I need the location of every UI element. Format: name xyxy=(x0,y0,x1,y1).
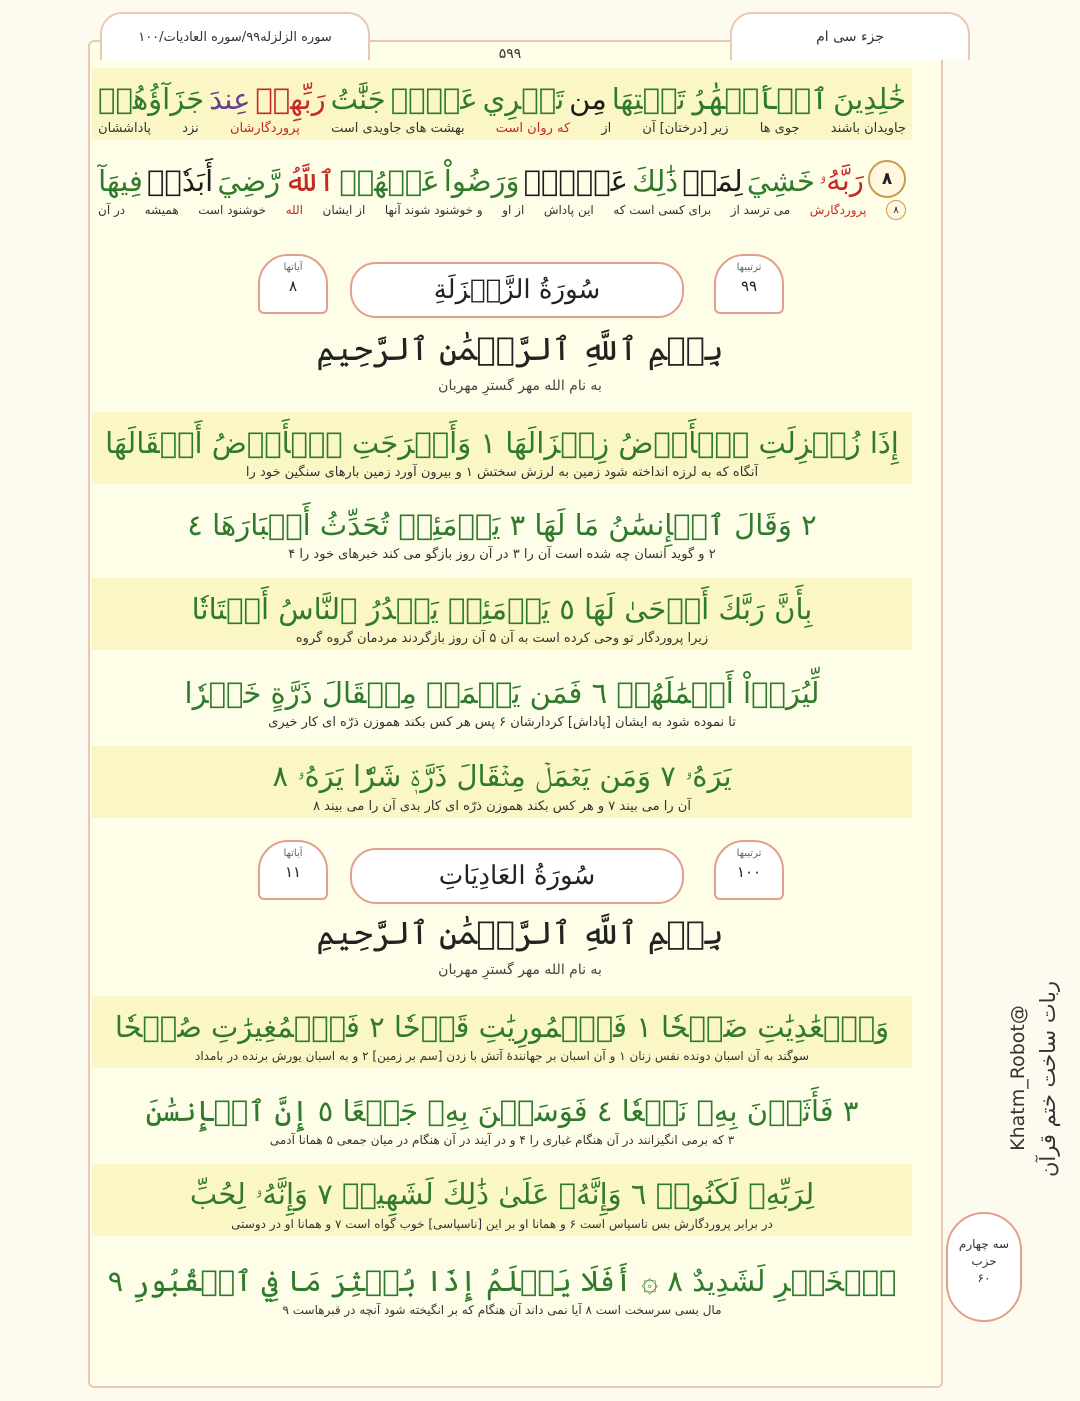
translation-line xyxy=(92,116,912,140)
verses-count: ۸ xyxy=(288,277,298,295)
verse-row-10 xyxy=(92,1164,912,1236)
translation-line: سوگند به آن اسبان دونده نفس زنان ۱ و آن اسبان بر جهانندهٔ آتش با زدن [سم بر زمین] ۲ و به اسبان یورش برنده در بامداد xyxy=(195,1049,810,1063)
word: جَنَّٰتُ xyxy=(330,82,386,116)
surah-title-box xyxy=(110,838,920,912)
verse-row-2 xyxy=(92,150,912,222)
verse-row-5 xyxy=(92,578,912,650)
watermark-line-1: ربات ساخت ختم قرآن xyxy=(1036,981,1060,1177)
translation-line xyxy=(92,198,912,222)
word: خَشِيَ xyxy=(746,164,815,198)
arabic-line: لِرَبِّهِۦ لَكَنُودٞ ٦ وَإِنَّهُۥ عَلَىٰ ذَٰلِكَ لَشَهِيدٞ ٧ وَإِنَّهُۥ لِحُبِّ xyxy=(189,1177,815,1211)
verse-row-11 xyxy=(92,1250,912,1322)
arabic-line: إِذَا زُلۡزِلَتِ ٱلۡأَرۡضُ زِلۡزَالَهَا ١ وَأَخۡرَجَتِ ٱلۡأَرۡضُ أَثۡقَالَهَا xyxy=(105,426,899,460)
surah-title: سُورَةُ الزَّلۡزَلَةِ xyxy=(350,262,684,318)
translation-line: آن را می بیند ۷ و هر کس بکند هموزن ذرّه ای کار بدی آن را می بیند ۸ xyxy=(313,798,691,814)
tr-word: این پاداش xyxy=(543,203,594,217)
word: جَزَآؤُهُمۡ xyxy=(98,82,205,116)
translation-line: مال بسی سرسخت است ۸ آیا نمی داند آن هنگام که بر انگیخته شود آنچه در قبرهاست ۹ xyxy=(282,1303,722,1317)
tr-word: که روان است xyxy=(495,120,571,136)
surah-header: سوره الزلزله۹۹/سوره العادیات/۱۰۰ xyxy=(100,12,370,60)
surah-title: سُورَةُ العَادِيَاتِ xyxy=(350,848,684,904)
arabic-line: لِّيُرَوۡاْ أَعۡمَٰلَهُمۡ ٦ فَمَن يَعۡمَلۡ مِثۡقَالَ ذَرَّةٍ خَيۡرٗا xyxy=(184,676,820,710)
word: مِن xyxy=(569,82,607,116)
verses-label: آیاتها xyxy=(283,262,303,273)
word: رَبَّهُۥ xyxy=(819,163,864,197)
tr-word: در آن xyxy=(98,203,126,217)
surah-title-box xyxy=(110,252,920,326)
arabic-line xyxy=(92,150,912,198)
word: عَنۡهُمۡ xyxy=(339,164,440,198)
watermark xyxy=(1007,965,1078,1215)
verse-row-7 xyxy=(92,746,912,818)
verse-row-6 xyxy=(92,662,912,734)
arabic-line xyxy=(92,68,912,116)
tr-word: پروردگارش xyxy=(809,203,867,217)
verses-count-box xyxy=(258,840,328,900)
order-box xyxy=(714,840,784,900)
page-number: ۵۹۹ xyxy=(498,46,522,62)
arabic-line: ٣ فَأَثَرۡنَ بِهِۦ نَقۡعٗا ٤ فَوَسَطۡنَ بِهِۦ جَمۡعًا ٥ إِنَّ ٱلۡإِنسَٰنَ xyxy=(145,1094,859,1128)
verse-row-3 xyxy=(92,412,912,484)
bismillah: بِسۡمِ ٱللَّهِ ٱلرَّحۡمَٰنِ ٱلرَّحِيمِ xyxy=(316,330,724,368)
word: خَٰلِدِينَ xyxy=(833,82,906,116)
order-label: ترتیبها xyxy=(736,848,762,859)
translation-line: تا نموده شود به ایشان [پاداش] کردارشان ۶ پس هر کس بکند هموزن ذرّه ای کار خیری xyxy=(268,714,736,730)
tr-word: پاداششان xyxy=(98,120,152,136)
tr-word: زیر [درختان] آن xyxy=(642,120,729,136)
tr-word: جاویدان باشند xyxy=(830,120,906,136)
word: عَدۡنٖ xyxy=(390,82,478,116)
order-number: ۱۰۰ xyxy=(736,863,762,881)
order-label: ترتیبها xyxy=(736,262,762,273)
translation-line: در برابر پروردگارش بس ناسپاس است ۶ و همانا او بر این [ناسپاسی] خوب گواه است ۷ و همانا او در دوستی xyxy=(231,1217,773,1231)
word: أَبَدٗاۖ xyxy=(147,164,214,198)
tr-word: برای کسی است که xyxy=(613,203,712,217)
bismillah-translation: به نام الله مهر گسترِ مهربان xyxy=(438,378,602,394)
word: ذَٰلِكَ xyxy=(632,164,679,198)
tr-word: از او xyxy=(502,203,525,217)
word: وَرَضُواْ xyxy=(443,164,520,198)
arabic-line: بِأَنَّ رَبَّكَ أَوۡحَىٰ لَهَا ٥ يَوۡمَئِذٖ يَصۡدُرُ ٱلنَّاسُ أَشۡتَاتٗا xyxy=(191,592,813,626)
hizb-fraction: سه چهارم xyxy=(958,1237,1010,1251)
tr-word: جوی ها xyxy=(759,120,800,136)
word: عَنۡهُۚ xyxy=(523,164,628,198)
word: تَحۡتِهَا xyxy=(611,82,686,116)
bismillah: بِسۡمِ ٱللَّهِ ٱلرَّحۡمَٰنِ ٱلرَّحِيمِ xyxy=(316,914,724,952)
verse-row-9 xyxy=(92,1080,912,1152)
ayah-number: ۸ xyxy=(868,160,906,198)
word: رَّضِيَ xyxy=(217,164,281,198)
translation-line: زیرا پروردگار تو وحی کرده است به آن ۵ آن روز بازگردند مردمان گروه گروه xyxy=(295,630,709,646)
hizb-marker xyxy=(946,1212,1022,1322)
tr-word: خوشنود است xyxy=(198,203,267,217)
tr-word: همیشه xyxy=(144,203,179,217)
tr-word: پروردگارشان xyxy=(229,120,300,136)
translation-line: آنگاه که به لرزه انداخته شود زمین به لرزش سختش ۱ و بیرون آورد زمین بارهای سنگین خود را xyxy=(245,464,759,480)
word: لِمَنۡ xyxy=(682,164,743,198)
word: تَجۡرِي xyxy=(482,82,565,116)
hizb-label: حزب xyxy=(971,1254,997,1268)
word: ٱلۡأَنۡهَٰرُ xyxy=(690,82,829,116)
order-number: ۹۹ xyxy=(740,277,758,295)
verse-row-1 xyxy=(92,68,912,140)
tr-word: الله xyxy=(285,203,303,217)
word: ٱللَّهُ xyxy=(284,164,336,198)
tr-word: و خوشنود شوند آنها xyxy=(384,203,483,217)
order-box xyxy=(714,254,784,314)
verses-count: ۱۱ xyxy=(284,863,302,881)
verses-label: آیاتها xyxy=(283,848,303,859)
verse-row-8 xyxy=(92,996,912,1068)
tr-word: می ترسد از xyxy=(730,203,791,217)
tr-word: از xyxy=(601,120,612,136)
word: فِيهَآ xyxy=(98,164,143,198)
ayah-number-small: ۸ xyxy=(886,200,906,220)
bismillah-translation: به نام الله مهر گسترِ مهربان xyxy=(438,962,602,978)
verse-row-4 xyxy=(92,494,912,566)
arabic-line: وَٱلۡعَٰدِيَٰتِ ضَبۡحٗا ١ فَٱلۡمُورِيَٰتِ قَدۡحٗا ٢ فَٱلۡمُغِيرَٰتِ صُبۡحٗا xyxy=(114,1010,890,1044)
juz-header: جزء سی ام xyxy=(730,12,970,60)
arabic-line: يَرَهُۥ ٧ وَمَن يَعۡمَلۡ مِثۡقَالَ ذَرَّةٖ شَرّٗا يَرَهُۥ ٨ xyxy=(272,759,732,793)
tr-word: از ایشان xyxy=(322,203,366,217)
word: عِندَ xyxy=(209,82,251,116)
word: رَبِّهِمۡ xyxy=(255,82,326,116)
arabic-line: ٢ وَقَالَ ٱلۡإِنسَٰنُ مَا لَهَا ٣ يَوۡمَئِذٖ تُحَدِّثُ أَخۡبَارَهَا ٤ xyxy=(187,508,817,542)
tr-word: نزد xyxy=(182,120,199,136)
translation-line: ۲ و گوید انسان چه شده است آن را ۳ در آن روز بازگو می کند خبرهای خود را ۴ xyxy=(288,546,716,562)
translation-line: ۳ که برمی انگیزانند در آن هنگام غباری را ۴ و در آیند در آن هنگام در میان جمعی ۵ همانا آدمی xyxy=(269,1133,735,1147)
tr-word: بهشت های جاویدی است xyxy=(331,120,465,136)
watermark-line-2: @Khatm_Robot xyxy=(1007,1005,1029,1151)
arabic-line: ٱلۡخَيۡرِ لَشَدِيدٌ ٨ ۞ أَفَلَا يَعۡلَمُ إِذَا بُعۡثِرَ مَا فِي ٱلۡقُبُورِ ٩ xyxy=(107,1264,897,1298)
hizb-number: ۶۰ xyxy=(977,1271,991,1285)
verses-count-box xyxy=(258,254,328,314)
